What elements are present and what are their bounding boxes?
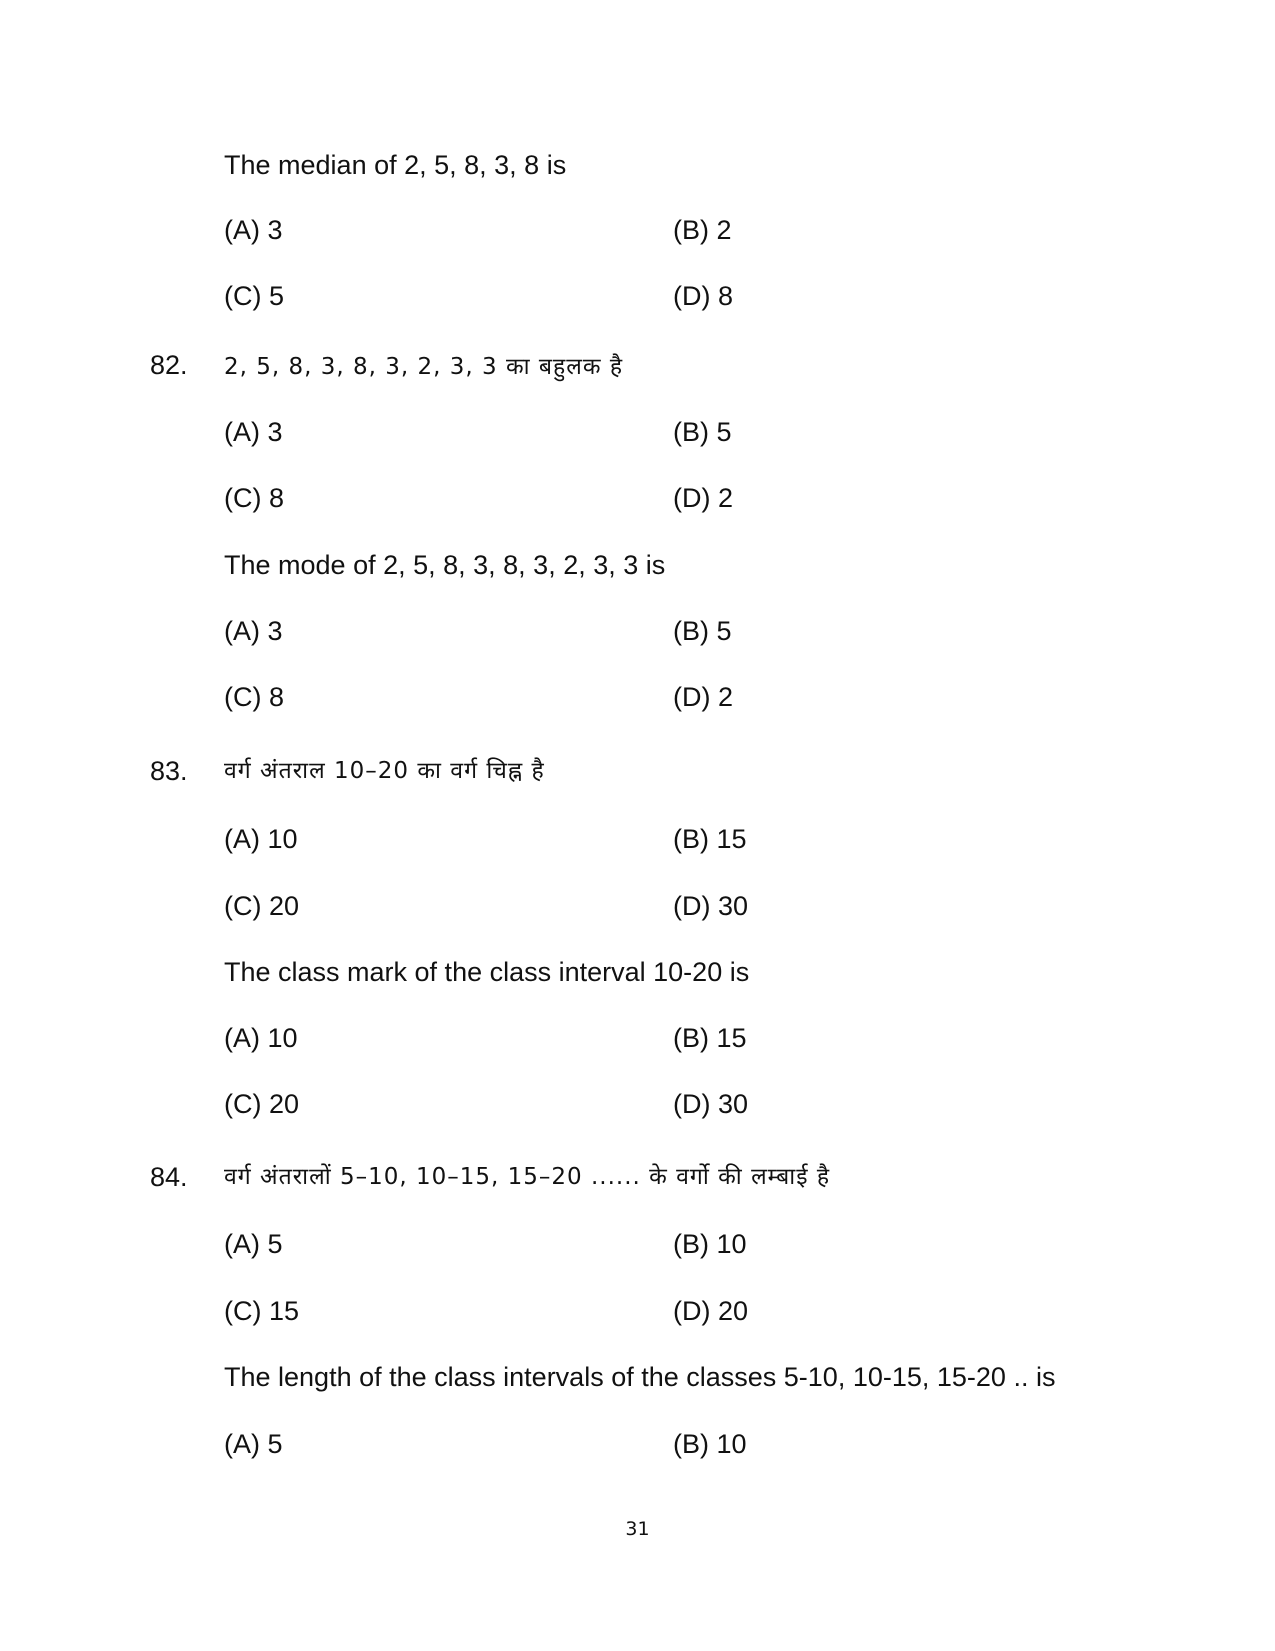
q83-english-option-c: (C) 20 bbox=[224, 1089, 300, 1119]
q84-hindi-text: वर्ग अंतरालों 5–10, 10–15, 15–20 ...... के वर्गो की लम्बाई है bbox=[224, 1164, 831, 1190]
q84-english-option-b: (B) 10 bbox=[673, 1429, 747, 1459]
q84-hindi-option-c: (C) 15 bbox=[224, 1296, 300, 1326]
q81-english-text: The median of 2, 5, 8, 3, 8 is bbox=[224, 150, 567, 180]
q84-hindi-option-d: (D) 20 bbox=[673, 1296, 749, 1326]
q84-hindi-option-b: (B) 10 bbox=[673, 1229, 747, 1259]
q83-english-option-b: (B) 15 bbox=[673, 1023, 747, 1053]
q81-option-a: (A) 3 bbox=[224, 215, 283, 245]
q82-english-text: The mode of 2, 5, 8, 3, 8, 3, 2, 3, 3 is bbox=[224, 550, 666, 580]
q82-english-option-c: (C) 8 bbox=[224, 682, 284, 712]
q83-hindi-option-d: (D) 30 bbox=[673, 891, 749, 921]
q83-hindi-option-c: (C) 20 bbox=[224, 891, 300, 921]
q84-number: 84. bbox=[150, 1162, 188, 1192]
q82-hindi-option-d: (D) 2 bbox=[673, 483, 733, 513]
q82-hindi-option-c: (C) 8 bbox=[224, 483, 284, 513]
q82-english-option-b: (B) 5 bbox=[673, 616, 732, 646]
q83-english-text: The class mark of the class interval 10-20 is bbox=[224, 957, 750, 987]
q83-english-option-d: (D) 30 bbox=[673, 1089, 749, 1119]
q82-hindi-option-b: (B) 5 bbox=[673, 417, 732, 447]
q82-english-option-d: (D) 2 bbox=[673, 682, 733, 712]
q82-number: 82. bbox=[150, 350, 188, 380]
q81-option-c: (C) 5 bbox=[224, 281, 284, 311]
q83-hindi-text: वर्ग अंतराल 10–20 का वर्ग चिह्न है bbox=[224, 758, 545, 784]
page-number: 31 bbox=[625, 1518, 650, 1540]
q82-hindi-option-a: (A) 3 bbox=[224, 417, 283, 447]
q84-english-option-a: (A) 5 bbox=[224, 1429, 283, 1459]
q83-english-option-a: (A) 10 bbox=[224, 1023, 298, 1053]
q81-option-d: (D) 8 bbox=[673, 281, 733, 311]
q83-number: 83. bbox=[150, 756, 188, 786]
q82-english-option-a: (A) 3 bbox=[224, 616, 283, 646]
q83-hindi-option-b: (B) 15 bbox=[673, 824, 747, 854]
q84-english-text: The length of the class intervals of the classes 5-10, 10-15, 15-20 .. is bbox=[224, 1362, 1056, 1392]
q82-hindi-text: 2, 5, 8, 3, 8, 3, 2, 3, 3 का बहुलक है bbox=[224, 354, 624, 380]
q83-hindi-option-a: (A) 10 bbox=[224, 824, 298, 854]
q81-option-b: (B) 2 bbox=[673, 215, 732, 245]
q84-hindi-option-a: (A) 5 bbox=[224, 1229, 283, 1259]
